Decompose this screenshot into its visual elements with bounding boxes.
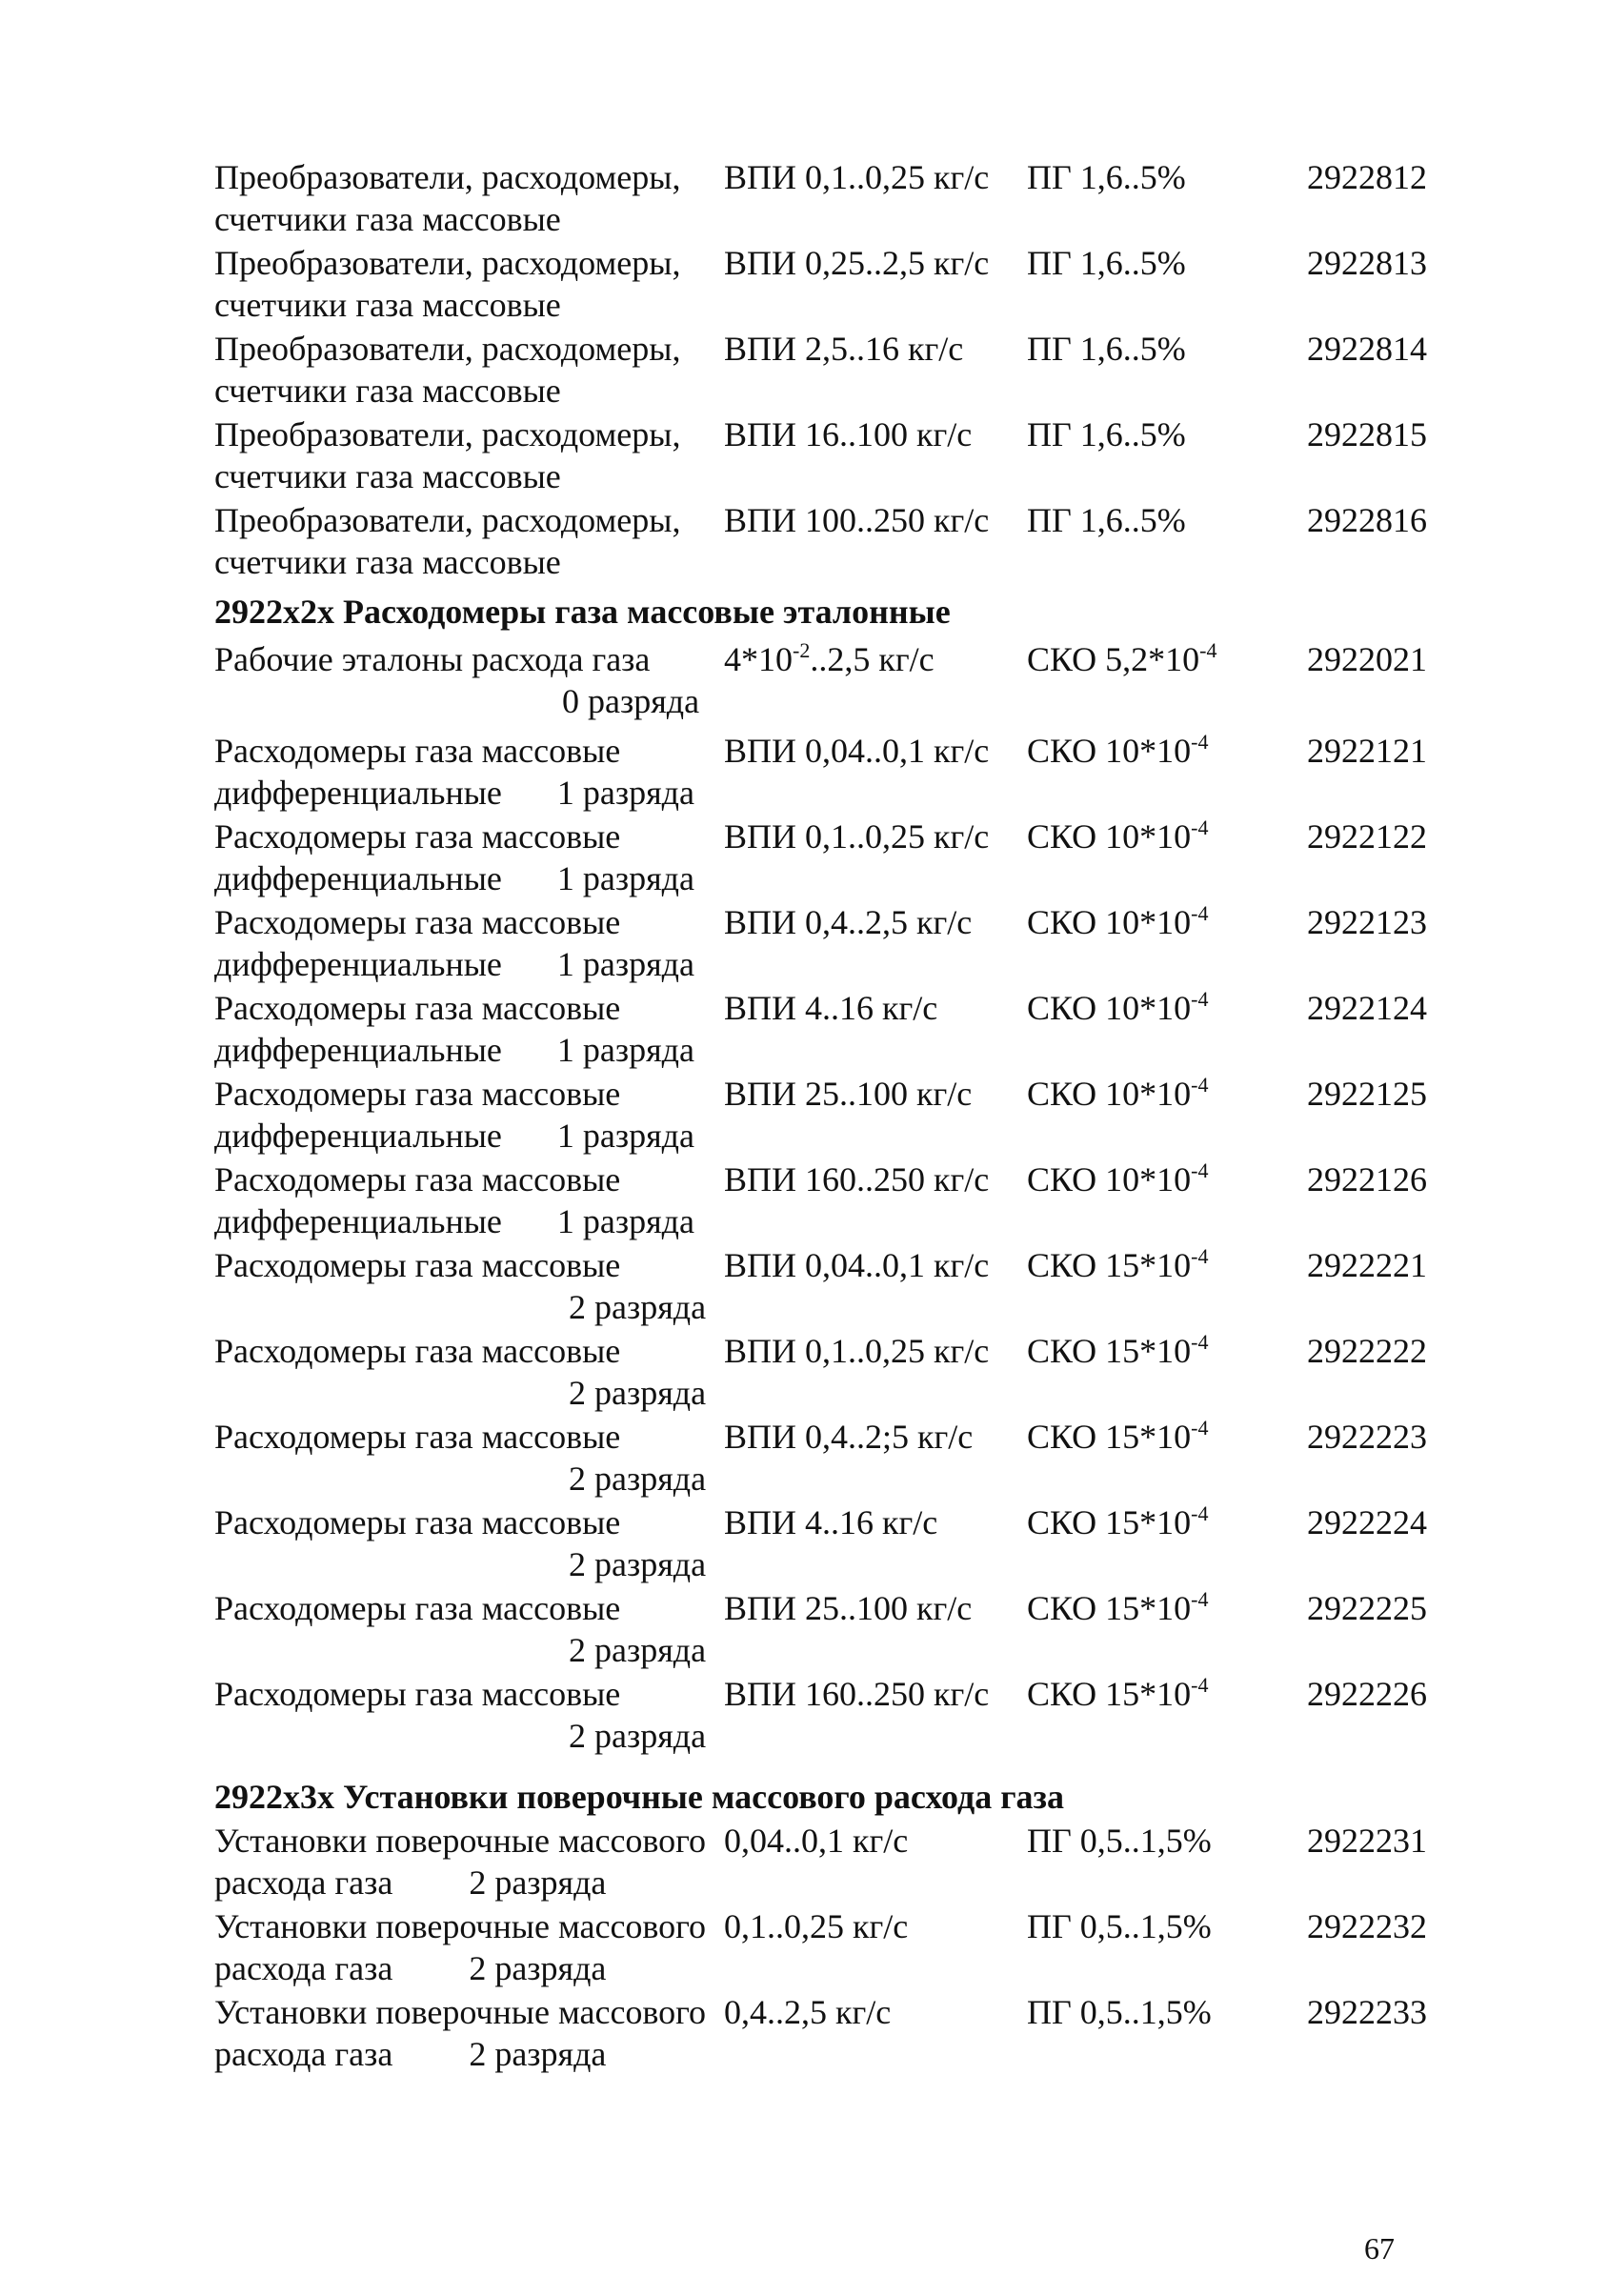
table-row (0, 1673, 1608, 1759)
range-cell: 0,1..0,25 кг/с (724, 1907, 909, 1945)
accuracy-cell: СКО $15*10^{-4}$ (1027, 1673, 1209, 1713)
item-name-line1: Преобразователи, расходомеры, (214, 501, 681, 539)
item-name-line1: Расходомеры газа массовые (214, 989, 621, 1027)
range-cell: ВПИ 0,4..2;5 кг/с (724, 1418, 974, 1456)
code-cell: 2922122 (1307, 817, 1427, 856)
item-name-line2: дифференциальные (214, 1117, 502, 1155)
code-cell: 2922125 (1307, 1075, 1427, 1113)
table-row (0, 1991, 1608, 2077)
item-name-line2: расхода газа (214, 1949, 393, 1987)
range-cell: ВПИ 160..250 кг/с (724, 1675, 990, 1713)
table-row (0, 987, 1608, 1073)
accuracy-cell: СКО $15*10^{-4}$ (1027, 1501, 1209, 1541)
item-name-line2: расхода газа (214, 2035, 393, 2073)
item-name-line1: Расходомеры газа массовые (214, 1589, 621, 1627)
accuracy-cell: ПГ 0,5..1,5% (1027, 1993, 1212, 2031)
rank-label: 2 разряда (569, 1631, 707, 1669)
item-name-line2: дифференциальные (214, 1031, 502, 1069)
accuracy-cell: ПГ 0,5..1,5% (1027, 1907, 1212, 1945)
table-row (0, 156, 1608, 242)
accuracy-cell: СКО $15*10^{-4}$ (1027, 1330, 1209, 1370)
rank-label: 1 разряда (556, 1117, 694, 1155)
range-cell: ВПИ 25..100 кг/с (724, 1075, 973, 1113)
code-cell: 2922123 (1307, 903, 1427, 941)
item-name-line1: Расходомеры газа массовые (214, 1418, 621, 1456)
rank-label: 1 разряда (556, 774, 694, 812)
accuracy-cell: СКО $15*10^{-4}$ (1027, 1416, 1209, 1456)
code-cell: 2922121 (1307, 732, 1427, 770)
accuracy-cell: СКО $15*10^{-4}$ (1027, 1244, 1209, 1284)
range-cell: ВПИ 4..16 кг/с (724, 1503, 938, 1541)
range-cell: ВПИ 0,1..0,25 кг/с (724, 817, 990, 856)
code-cell: 2922126 (1307, 1160, 1427, 1198)
code-cell: 2922225 (1307, 1589, 1427, 1627)
section-heading: 2922х3х Установки поверочные массового расхода газа (214, 1778, 1065, 1816)
accuracy-cell: ПГ 1,6..5% (1027, 415, 1186, 453)
code-cell: 2922231 (1307, 1822, 1427, 1860)
table-row (0, 901, 1608, 987)
item-name-line2: дифференциальные (214, 859, 502, 897)
code-cell: 2922233 (1307, 1993, 1427, 2031)
accuracy-cell: ПГ 1,6..5% (1027, 158, 1186, 196)
code-cell: 2922223 (1307, 1418, 1427, 1456)
accuracy-cell: СКО $10*10^{-4}$ (1027, 730, 1209, 770)
item-name-line2: дифференциальные (214, 945, 502, 983)
item-name-line1: Расходомеры газа массовые (214, 1075, 621, 1113)
code-cell: 2922221 (1307, 1246, 1427, 1284)
accuracy-cell: СКО $10*10^{-4}$ (1027, 1158, 1209, 1198)
table-row (0, 1073, 1608, 1158)
rank-label: 1 разряда (556, 1031, 694, 1069)
accuracy-cell: СКО $10*10^{-4}$ (1027, 816, 1209, 856)
code-cell: 2922224 (1307, 1503, 1427, 1541)
range-cell: ВПИ 0,1..0,25 кг/с (724, 158, 990, 196)
item-name-line1: Преобразователи, расходомеры, (214, 244, 681, 282)
item-name-line2: счетчики газа массовые (214, 372, 561, 410)
accuracy-cell: СКО $10*10^{-4}$ (1027, 987, 1209, 1027)
rank-label: 2 разряда (469, 2035, 607, 2073)
range-cell: ВПИ 2,5..16 кг/с (724, 330, 964, 368)
page-number: 67 (1364, 2231, 1395, 2266)
code-cell: 2922232 (1307, 1907, 1427, 1945)
code-cell: 2922814 (1307, 330, 1427, 368)
accuracy-cell: СКО $5,2*10^{-4}$ (1027, 638, 1217, 678)
rank-label: 2 разряда (569, 1717, 707, 1755)
item-name-line1: Расходомеры газа массовые (214, 732, 621, 770)
table-row (0, 1330, 1608, 1416)
rank-label: 1 разряда (556, 945, 694, 983)
code-cell: 2922816 (1307, 501, 1427, 539)
item-name-line1: Расходомеры газа массовые (214, 1160, 621, 1198)
range-cell: ВПИ 0,04..0,1 кг/с (724, 732, 990, 770)
accuracy-cell: ПГ 1,6..5% (1027, 501, 1186, 539)
accuracy-cell: ПГ 0,5..1,5% (1027, 1822, 1212, 1860)
range-cell: $4*10^{-2}..2,5$ кг/с (724, 638, 935, 678)
range-cell: ВПИ 0,1..0,25 кг/с (724, 1332, 990, 1370)
rank-label: 2 разряда (469, 1863, 607, 1902)
item-name-line2: счетчики газа массовые (214, 200, 561, 238)
range-cell: 0,4..2,5 кг/с (724, 1993, 892, 2031)
item-name-line2: счетчики газа массовые (214, 543, 561, 581)
accuracy-cell: СКО $10*10^{-4}$ (1027, 901, 1209, 941)
accuracy-cell: СКО $15*10^{-4}$ (1027, 1587, 1209, 1627)
table-row (0, 499, 1608, 585)
rank-label: 2 разряда (569, 1545, 707, 1583)
item-name-line2: счетчики газа массовые (214, 457, 561, 495)
accuracy-cell: СКО $10*10^{-4}$ (1027, 1073, 1209, 1113)
rank-label: 1 разряда (556, 1202, 694, 1240)
item-name-line1: Установки поверочные массового (214, 1822, 707, 1860)
code-cell: 2922813 (1307, 244, 1427, 282)
item-name-line2: дифференциальные (214, 1202, 502, 1240)
item-name-line1: Расходомеры газа массовые (214, 903, 621, 941)
rank-label: 2 разряда (469, 1949, 607, 1987)
table-row (0, 638, 1608, 724)
code-cell: 2922226 (1307, 1675, 1427, 1713)
range-cell: ВПИ 0,25..2,5 кг/с (724, 244, 990, 282)
range-cell: ВПИ 0,4..2,5 кг/с (724, 903, 973, 941)
table-row (0, 1905, 1608, 1991)
table-row (0, 242, 1608, 328)
table-row (0, 1416, 1608, 1501)
table-row (0, 1820, 1608, 1905)
item-name-line1: Установки поверочные массового (214, 1993, 707, 2031)
item-name-line1: Установки поверочные массового (214, 1907, 707, 1945)
item-name-line1: Расходомеры газа массовые (214, 1675, 621, 1713)
table-row (0, 730, 1608, 816)
rank-label: 2 разряда (569, 1288, 707, 1326)
item-name-line1: Преобразователи, расходомеры, (214, 415, 681, 453)
accuracy-cell: ПГ 1,6..5% (1027, 244, 1186, 282)
item-name-line1: Расходомеры газа массовые (214, 1503, 621, 1541)
item-name-line1: Преобразователи, расходомеры, (214, 158, 681, 196)
range-cell: ВПИ 0,04..0,1 кг/с (724, 1246, 990, 1284)
table-row (0, 1587, 1608, 1673)
item-name-line1: Расходомеры газа массовые (214, 1332, 621, 1370)
table-row (0, 1244, 1608, 1330)
rank-label: 2 разряда (569, 1374, 707, 1412)
section-heading: 2922х2х Расходомеры газа массовые эталонные (214, 593, 951, 631)
item-name-line2: дифференциальные (214, 774, 502, 812)
code-cell: 2922815 (1307, 415, 1427, 453)
range-cell: ВПИ 25..100 кг/с (724, 1589, 973, 1627)
range-cell: ВПИ 100..250 кг/с (724, 501, 990, 539)
table-row (0, 1158, 1608, 1244)
accuracy-cell: ПГ 1,6..5% (1027, 330, 1186, 368)
rank-label: 1 разряда (556, 859, 694, 897)
table-row (0, 413, 1608, 499)
item-name-line1: Расходомеры газа массовые (214, 1246, 621, 1284)
table-row (0, 328, 1608, 413)
item-name-line1: Рабочие эталоны расхода газа (214, 640, 651, 678)
item-name-line1: Расходомеры газа массовые (214, 817, 621, 856)
item-name-line2: расхода газа (214, 1863, 393, 1902)
range-cell: 0,04..0,1 кг/с (724, 1822, 909, 1860)
range-cell: ВПИ 160..250 кг/с (724, 1160, 990, 1198)
table-row (0, 1501, 1608, 1587)
code-cell: 2922812 (1307, 158, 1427, 196)
code-cell: 2922222 (1307, 1332, 1427, 1370)
range-cell: ВПИ 4..16 кг/с (724, 989, 938, 1027)
table-row (0, 816, 1608, 901)
code-cell: 2922021 (1307, 640, 1427, 678)
item-name-line2: счетчики газа массовые (214, 286, 561, 324)
item-name-line1: Преобразователи, расходомеры, (214, 330, 681, 368)
range-cell: ВПИ 16..100 кг/с (724, 415, 973, 453)
code-cell: 2922124 (1307, 989, 1427, 1027)
rank-label: 0 разряда (562, 682, 700, 720)
rank-label: 2 разряда (569, 1460, 707, 1498)
